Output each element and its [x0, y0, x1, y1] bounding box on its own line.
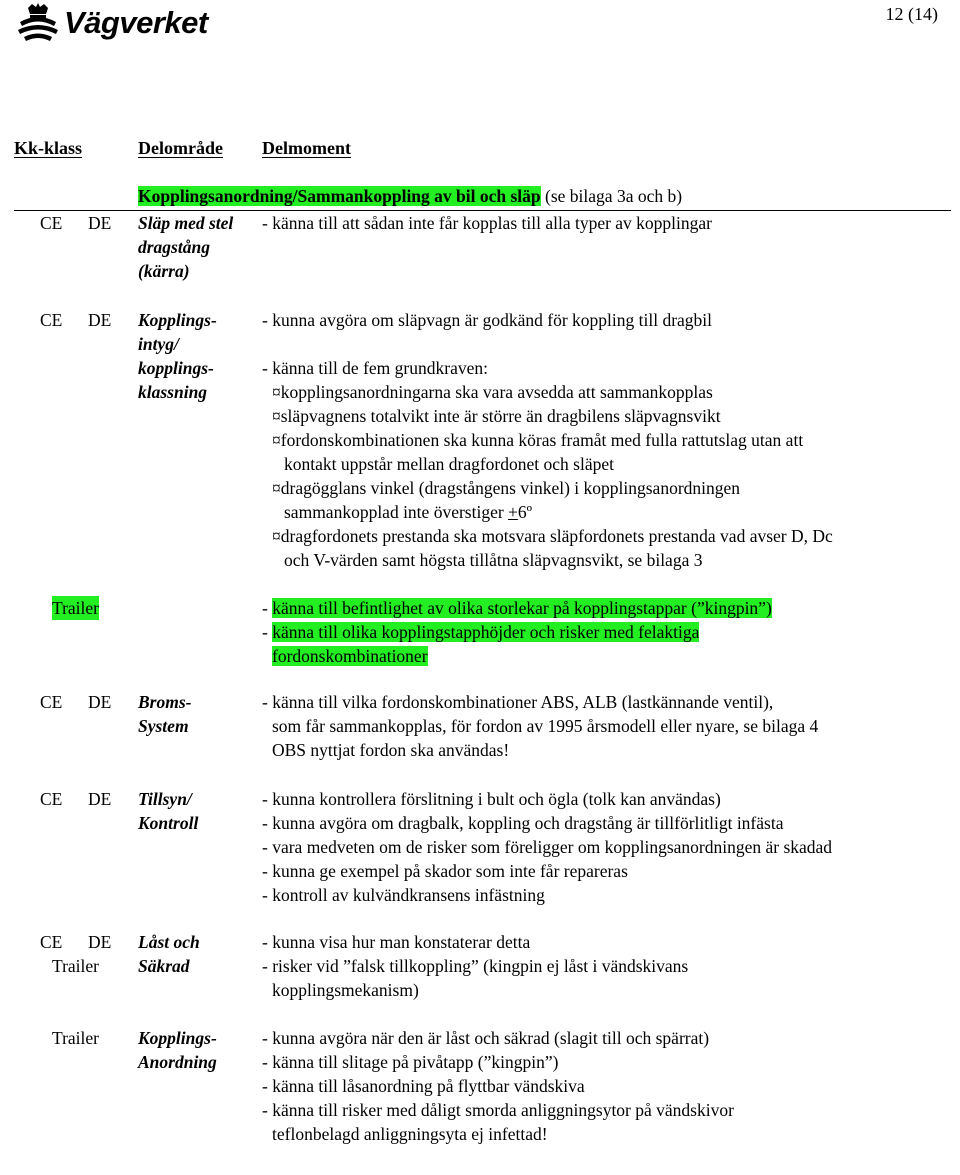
moment-item: - känna till vilka fordonskombinationer ABS, ALB (lastkännande ventil),: [262, 692, 774, 712]
kk-de: DE: [88, 932, 112, 952]
area-label: (kärra): [138, 261, 190, 281]
moment-item: - vara medveten om de risker som föreligger om kopplingsanordningen är skadad: [262, 837, 833, 857]
moment-item-continuation: teflonbelagd anliggningsyta ej infettad!: [272, 1124, 548, 1144]
kk-trailer: Trailer: [52, 956, 99, 976]
moment-item: - kontroll av kulvändkransens infästning: [262, 885, 545, 905]
brand-logo: Vägverket: [64, 5, 208, 40]
moment-subitem-continuation: kontakt uppstår mellan dragfordonet och släpet: [284, 454, 614, 474]
moment-subitem: ¤kopplingsanordningarna ska vara avsedda att sammankopplas: [272, 382, 713, 402]
moment-text: sammankopplad inte överstiger: [284, 502, 509, 522]
moment-subitem-continuation: och V-värden samt högsta tillåtna släpvagnsvikt, se bilaga 3: [284, 550, 703, 570]
moment-item: - kunna avgöra om dragbalk, koppling och dragstång är tillförlitligt infästa: [262, 813, 784, 833]
dash: -: [262, 622, 273, 642]
moment-item: - kunna avgöra om släpvagn är godkänd för koppling till dragbil: [262, 310, 713, 330]
kk-trailer: Trailer: [52, 1028, 99, 1048]
moment-item: - kunna avgöra när den är låst och säkrad (slagit till och spärrat): [262, 1028, 710, 1048]
area-label: Säkrad: [138, 956, 190, 976]
header-delomrade: Delområde: [138, 138, 223, 158]
moment-item-continuation: kopplingsmekanism): [272, 980, 419, 1000]
angle-value: 6º: [517, 502, 533, 522]
page-number: 12 (14): [885, 4, 938, 24]
moment-item-continuation: [272, 644, 428, 668]
kk-ce: CE: [40, 932, 63, 952]
kk-de: DE: [88, 789, 112, 809]
moment-item: - känna till låsanordning på flyttbar vändskiva: [262, 1076, 585, 1096]
section-title: [138, 184, 682, 208]
plus-minus-sign: +: [508, 502, 518, 522]
moment-subitem: ¤fordonskombinationen ska kunna köras framåt med fulla rattutslag utan att: [272, 430, 804, 450]
kk-trailer: Trailer: [52, 598, 99, 618]
kk-ce: CE: [40, 692, 63, 712]
kk-ce: CE: [40, 310, 63, 330]
moment-subitem: ¤dragögglans vinkel (dragstångens vinkel) i kopplingsanordningen: [272, 478, 741, 498]
moment-item-continuation: OBS nyttjat fordon ska användas!: [272, 740, 510, 760]
moment-item: - risker vid ”falsk tillkoppling” (kingpin ej låst i vändskivans: [262, 956, 689, 976]
moment-item: - känna till slitage på pivåtapp (”kingpin”): [262, 1052, 559, 1072]
moment-text-highlight: känna till befintlighet av olika storlekar på kopplingstappar (”kingpin”): [272, 598, 772, 618]
kk-ce: CE: [40, 789, 63, 809]
area-label: klassning: [138, 382, 208, 402]
moment-item: [262, 596, 772, 620]
dash: -: [262, 598, 273, 618]
area-label: Släp med stel: [138, 213, 234, 233]
header-delmoment: Delmoment: [262, 138, 351, 158]
area-label: Kopplings-: [138, 310, 217, 330]
moment-item: - känna till risker med dåligt smorda anliggningsytor på vändskivor: [262, 1100, 734, 1120]
header-kk-klass: Kk-klass: [14, 138, 83, 158]
moment-item: [262, 620, 699, 644]
moment-item: - känna till de fem grundkraven:: [262, 358, 488, 378]
area-label: Låst och: [138, 932, 200, 952]
moment-item: - kunna visa hur man konstaterar detta: [262, 932, 531, 952]
moment-subitem-continuation: [284, 500, 532, 524]
section-title-highlight: Kopplingsanordning/Sammankoppling av bil och släp: [138, 186, 541, 206]
moment-item: - kunna ge exempel på skador som inte får repareras: [262, 861, 628, 881]
moment-text-highlight: känna till olika kopplingstapphöjder och risker med felaktiga: [272, 622, 700, 642]
area-label: Kontroll: [138, 813, 199, 833]
area-label: dragstång: [138, 237, 210, 257]
moment-subitem: ¤dragfordonets prestanda ska motsvara släpfordonets prestanda vad avser D, Dc: [272, 526, 833, 546]
area-label: System: [138, 716, 189, 736]
area-label: Anordning: [138, 1052, 217, 1072]
area-label: kopplings-: [138, 358, 214, 378]
area-label: Tillsyn/: [138, 789, 192, 809]
area-label: intyg/: [138, 334, 179, 354]
section-title-suffix: (se bilaga 3a och b): [540, 186, 683, 206]
moment-item: - känna till att sådan inte får kopplas till alla typer av kopplingar: [262, 213, 713, 233]
vagverket-crest-icon: [16, 2, 60, 46]
moment-item-continuation: som får sammankopplas, för fordon av 1995 årsmodell eller nyare, se bilaga 4: [272, 716, 819, 736]
kk-de: DE: [88, 310, 112, 330]
moment-item: - kunna kontrollera förslitning i bult och ögla (tolk kan användas): [262, 789, 721, 809]
moment-subitem: ¤släpvagnens totalvikt inte är större än dragbilens släpvagnsvikt: [272, 406, 721, 426]
moment-text-highlight: fordonskombinationer: [272, 646, 428, 666]
kk-de: DE: [88, 692, 112, 712]
kk-ce: CE: [40, 213, 63, 233]
area-label: Broms-: [138, 692, 192, 712]
area-label: Kopplings-: [138, 1028, 217, 1048]
kk-de: DE: [88, 213, 112, 233]
